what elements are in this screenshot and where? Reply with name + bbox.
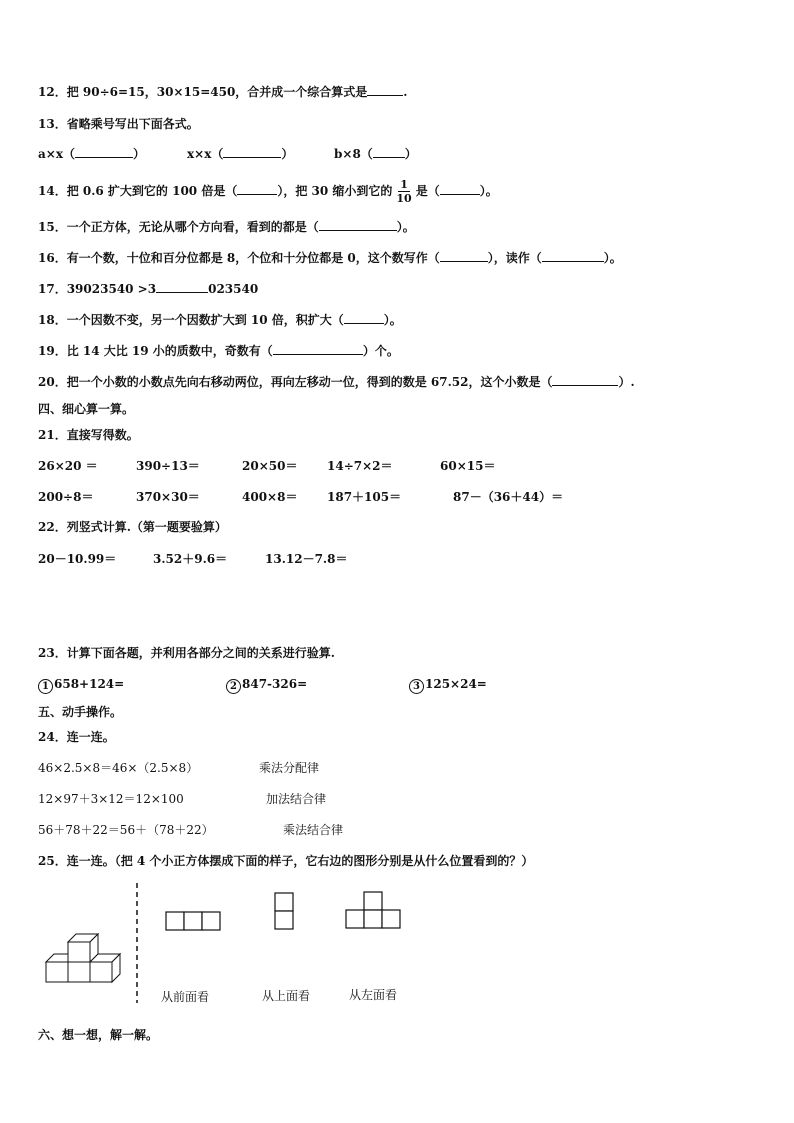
q21-r2-c4: 187＋105＝ — [327, 490, 402, 504]
circled-number: 3 — [409, 679, 424, 694]
question-12 — [38, 84, 407, 100]
view-shape-2[interactable] — [273, 892, 297, 932]
section-5-heading: 五、动手操作。 — [38, 705, 123, 719]
q14-part-a: 14．把 0.6 扩大到它的 100 倍是（ — [38, 184, 238, 198]
q22-item-1: 20－10.99＝ — [38, 552, 117, 566]
q23-expr: 658+124= — [54, 677, 125, 691]
question-16 — [38, 250, 622, 266]
q14-part-c: 是（ — [415, 184, 440, 198]
view-label-left: 从左面看 — [349, 988, 398, 1002]
answer-blank[interactable] — [156, 281, 208, 293]
view-shape-1[interactable] — [165, 911, 223, 933]
q18-part-b: ）。 — [383, 313, 402, 327]
question-25-title: 25．连一连。（把 4 个小正方体摆成下面的样子，它右边的图形分别是从什么位置看到的？） — [38, 854, 534, 868]
q24-left-3[interactable]: 56＋78＋22＝56＋（78＋22） — [38, 823, 214, 837]
answer-blank[interactable] — [373, 146, 405, 158]
q15-part-a: 15．一个正方体，无论从哪个方向看，看到的都是（ — [38, 220, 319, 234]
q21-r2-c3: 400×8＝ — [242, 490, 298, 504]
question-21-title: 21．直接写得数。 — [38, 428, 139, 442]
q16-part-a: 16．有一个数，十位和百分位都是 8，个位和十分位都是 0，这个数写作（ — [38, 251, 440, 265]
q16-part-c: ）。 — [603, 251, 622, 265]
q24-left-2[interactable]: 12×97＋3×12＝12×100 — [38, 792, 184, 806]
q21-r1-c1: 26×20 ＝ — [38, 459, 98, 473]
q12-end: . — [403, 85, 408, 99]
q13-close: ） — [281, 147, 294, 161]
q21-r2-c1: 200÷8＝ — [38, 490, 94, 504]
q13-item-3 — [334, 146, 417, 162]
q14-part-d: ）。 — [479, 184, 498, 198]
answer-blank[interactable] — [440, 250, 488, 262]
q13-close: ） — [133, 147, 146, 161]
q24-right-3[interactable]: 乘法结合律 — [283, 823, 344, 837]
dashed-divider — [134, 883, 140, 1003]
q14-part-b: ），把 30 缩小到它的 — [277, 184, 393, 198]
q21-r1-c4: 14÷7×2＝ — [327, 459, 393, 473]
question-18 — [38, 312, 402, 328]
fraction-denominator: 10 — [396, 192, 412, 205]
q17-part-a: 17．39023540 >3 — [38, 282, 157, 296]
q17-part-b: 023540 — [208, 282, 259, 296]
question-14 — [38, 175, 498, 207]
q20-part-b: ）. — [618, 375, 635, 389]
q24-right-2[interactable]: 加法结合律 — [266, 792, 327, 806]
answer-blank[interactable] — [75, 146, 133, 158]
question-24-title: 24．连一连。 — [38, 730, 115, 744]
answer-blank[interactable] — [552, 374, 618, 386]
q22-item-3: 13.12－7.8＝ — [265, 552, 348, 566]
answer-blank[interactable] — [440, 183, 480, 195]
answer-blank[interactable] — [319, 219, 397, 231]
question-15 — [38, 219, 415, 235]
circled-number: 2 — [226, 679, 241, 694]
question-19 — [38, 343, 399, 359]
question-23-title: 23．计算下面各题，并利用各部分之间的关系进行验算. — [38, 646, 335, 660]
q21-r2-c2: 370×30＝ — [136, 490, 200, 504]
question-13: 13．省略乘号写出下面各式。 — [38, 117, 199, 131]
q13-item-label: a×x（ — [38, 147, 75, 161]
q22-item-2: 3.52＋9.6＝ — [153, 552, 228, 566]
q13-item-1 — [38, 146, 145, 162]
q21-r1-c3: 20×50＝ — [242, 459, 298, 473]
section-4-heading: 四、细心算一算。 — [38, 402, 135, 416]
q13-close: ） — [404, 147, 417, 161]
q13-item-label: b×8（ — [334, 147, 373, 161]
q18-part-a: 18．一个因数不变，另一个因数扩大到 10 倍，积扩大（ — [38, 313, 344, 327]
answer-blank[interactable] — [223, 146, 281, 158]
question-22-title: 22．列竖式计算.（第一题要验算） — [38, 520, 227, 534]
q13-item-label: x×x（ — [187, 147, 224, 161]
q23-item-3 — [409, 676, 487, 694]
answer-blank[interactable] — [344, 312, 384, 324]
q15-part-b: ）。 — [396, 220, 415, 234]
q23-expr: 125×24= — [425, 677, 487, 691]
q13-item-2 — [187, 146, 293, 162]
answer-blank[interactable] — [367, 84, 403, 96]
fraction — [394, 178, 413, 205]
q24-left-1[interactable]: 46×2.5×8＝46×（2.5×8） — [38, 761, 199, 775]
fraction-numerator: 1 — [400, 178, 408, 191]
q23-item-2 — [226, 676, 307, 694]
q20-part-a: 20．把一个小数的小数点先向右移动两位，再向左移动一位，得到的数是 67.52，这个小数是（ — [38, 375, 553, 389]
q16-part-b: ），读作（ — [487, 251, 542, 265]
view-label-front: 从前面看 — [161, 990, 210, 1004]
view-shape-3[interactable] — [345, 891, 405, 933]
view-label-top: 从上面看 — [262, 989, 311, 1003]
q19-part-b: ）个。 — [362, 344, 399, 358]
question-20 — [38, 374, 635, 390]
q21-r2-c5: 87－（36＋44）＝ — [453, 490, 564, 504]
q23-expr: 847-326= — [242, 677, 308, 691]
circled-number: 1 — [38, 679, 53, 694]
q19-part-a: 19．比 14 大比 19 小的质数中，奇数有（ — [38, 344, 273, 358]
answer-blank[interactable] — [273, 343, 363, 355]
answer-blank[interactable] — [237, 183, 277, 195]
q24-right-1[interactable]: 乘法分配律 — [259, 761, 320, 775]
q21-r1-c5: 60×15＝ — [440, 459, 496, 473]
cube-stack-figure — [40, 925, 130, 991]
q12-text: 12．把 90÷6=15，30×15=450，合并成一个综合算式是 — [38, 85, 368, 99]
section-6-heading: 六、想一想，解一解。 — [38, 1028, 159, 1042]
answer-blank[interactable] — [542, 250, 604, 262]
question-17 — [38, 281, 258, 297]
q23-item-1 — [38, 676, 124, 694]
q21-r1-c2: 390÷13＝ — [136, 459, 200, 473]
